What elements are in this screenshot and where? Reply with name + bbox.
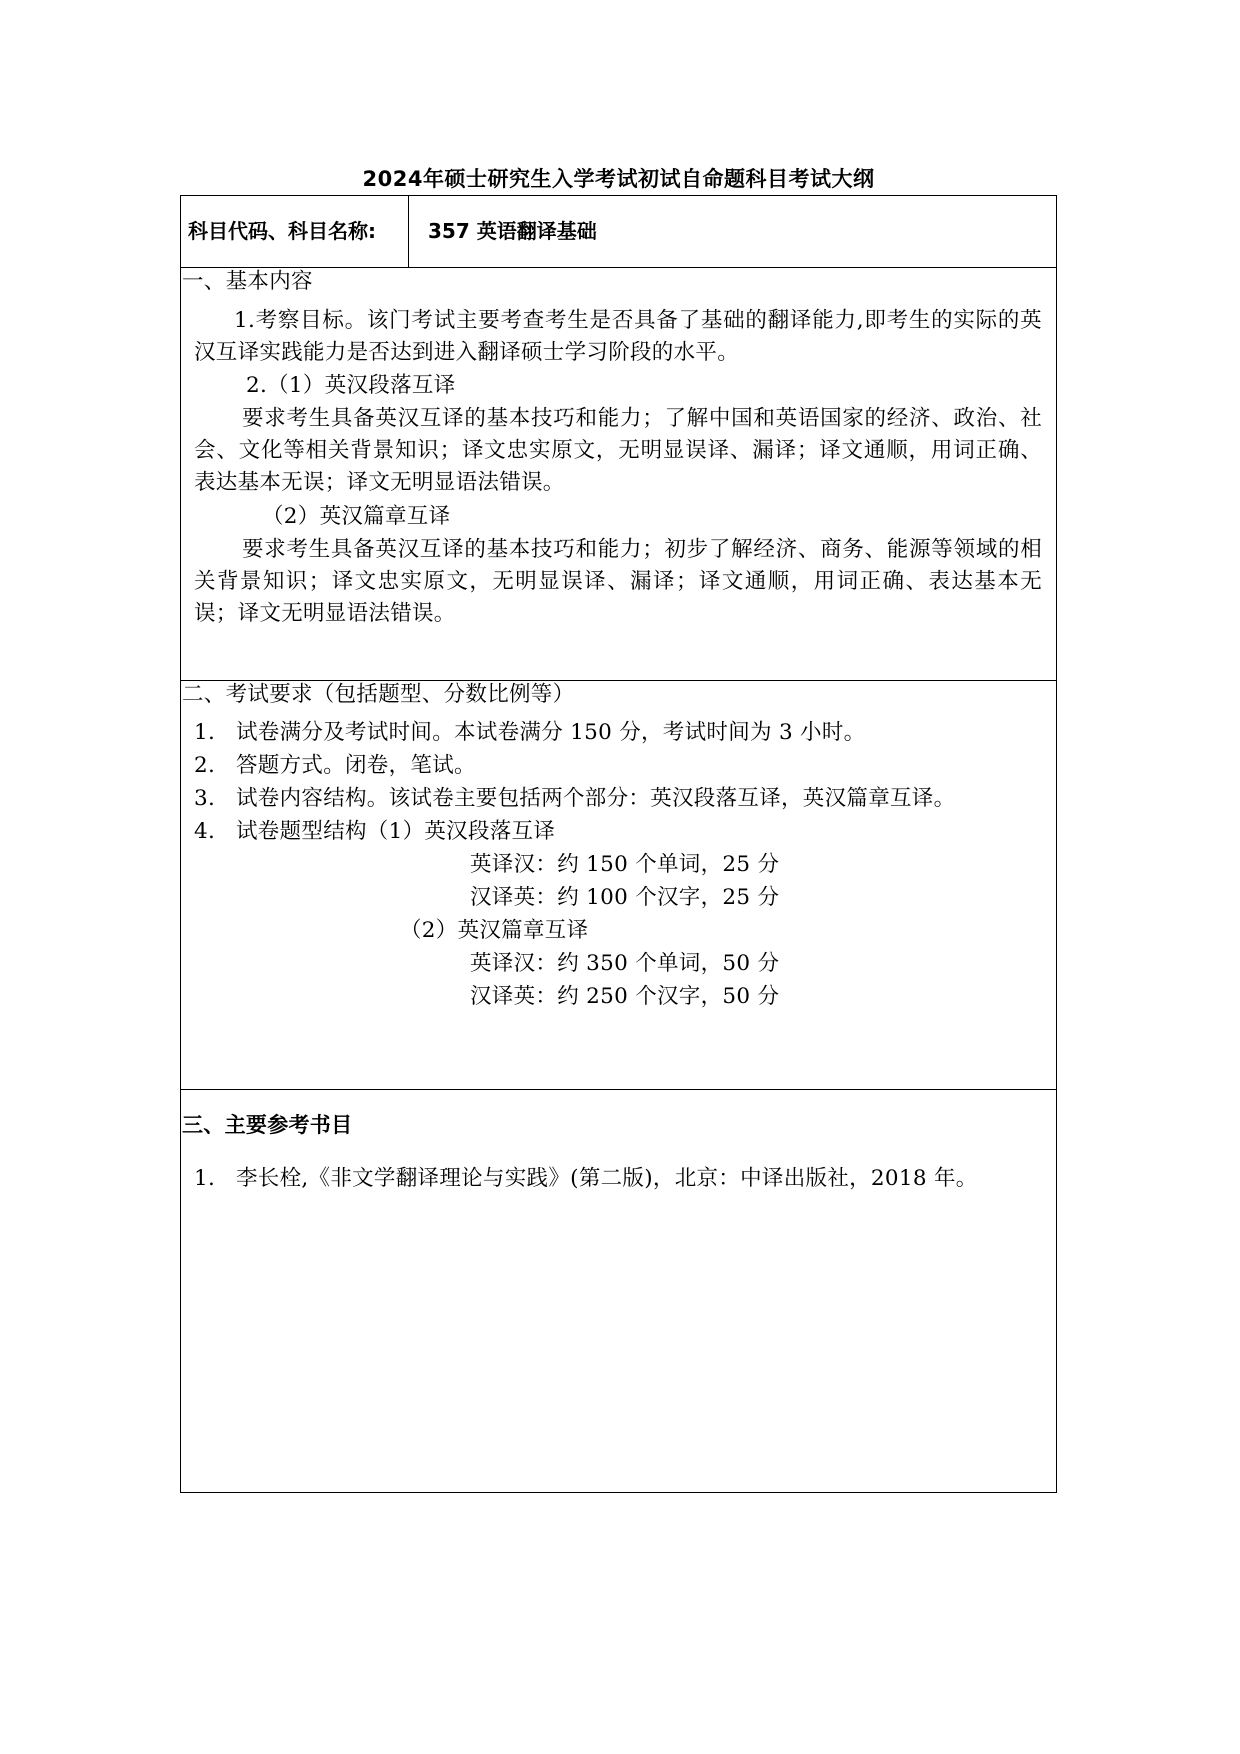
part1-line: 汉译英：约 100 个汉字，25 分 <box>470 885 780 910</box>
section2-item-number: 2. <box>194 753 216 778</box>
section2-item-number: 3. <box>194 786 216 811</box>
section2-item-number: 1. <box>194 720 216 745</box>
section1-item1: 1.考察目标。该门考试主要考查考生是否具备了基础的翻译能力,即考生的实际的英汉互译实践能力是否达到进入翻译硕士学习阶段的水平。 <box>194 308 1042 365</box>
reference-item-number: 1. <box>194 1166 216 1191</box>
section2-item-text: 试卷题型结构（1）英汉段落互译 <box>236 819 556 844</box>
part2-line: 英译汉：约 350 个单词，50 分 <box>470 951 780 976</box>
row-divider-section2 <box>180 1089 1057 1090</box>
section2-item <box>194 750 476 782</box>
section2-heading: 二、考试要求（包括题型、分数比例等） <box>182 682 575 707</box>
reference-item <box>194 1163 978 1195</box>
section1-item3-heading: （2）英汉篇章互译 <box>262 504 451 529</box>
section2-item <box>194 783 955 815</box>
subject-code-label: 科目代码、科目名称: <box>188 219 376 243</box>
part2-heading: （2）英汉篇章互译 <box>400 918 589 943</box>
section2-item-text: 答题方式。闭卷，笔试。 <box>236 753 476 778</box>
header-column-divider <box>408 195 409 267</box>
section3-heading: 三、主要参考书目 <box>182 1113 353 1137</box>
section2-item <box>194 816 555 848</box>
section1-heading: 一、基本内容 <box>182 269 313 294</box>
section2-item-number: 4. <box>194 819 216 844</box>
reference-item-text: 李长栓,《非文学翻译理论与实践》(第二版)，北京：中译出版社，2018 年。 <box>236 1166 978 1191</box>
section2-item-text: 试卷满分及考试时间。本试卷满分 150 分，考试时间为 3 小时。 <box>236 720 866 745</box>
document-title: 2024年硕士研究生入学考试初试自命题科目考试大纲 <box>362 167 875 191</box>
section2-item <box>194 717 865 749</box>
subject-code-value: 357 英语翻译基础 <box>428 219 597 243</box>
section1-item2-heading: 2.（1）英汉段落互译 <box>246 373 456 398</box>
section2-item-text: 试卷内容结构。该试卷主要包括两个部分：英汉段落互译，英汉篇章互译。 <box>236 786 956 811</box>
section1-item3-body: 要求考生具备英汉互译的基本技巧和能力；初步了解经济、商务、能源等领域的相关背景知识；译文忠实原文，无明显误译、漏译；译文通顺，用词正确、表达基本无误；译文无明显语法错误。 <box>194 537 1042 626</box>
section1-item2-body: 要求考生具备英汉互译的基本技巧和能力；了解中国和英语国家的经济、政治、社会、文化等相关背景知识；译文忠实原文，无明显误译、漏译；译文通顺，用词正确、表达基本无误；译文无明显语法错误。 <box>194 406 1042 495</box>
part1-line: 英译汉：约 150 个单词，25 分 <box>470 852 780 877</box>
part2-line: 汉译英：约 250 个汉字，50 分 <box>470 984 780 1009</box>
